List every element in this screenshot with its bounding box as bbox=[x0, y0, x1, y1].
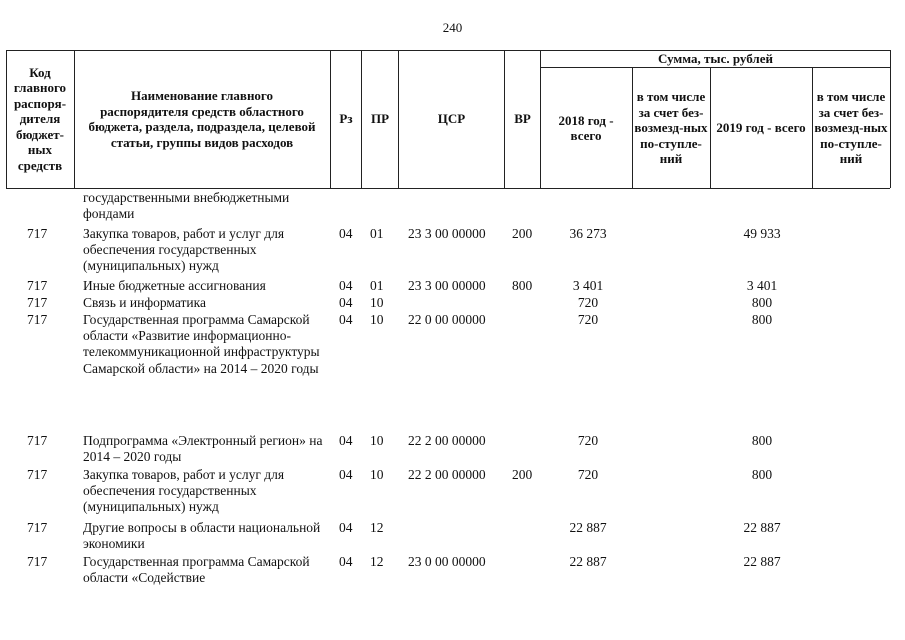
row-pr: 01 bbox=[370, 278, 384, 293]
row-pr: 12 bbox=[370, 554, 384, 569]
row-sum-2018: 720 bbox=[577, 433, 599, 448]
row-rz: 04 bbox=[339, 520, 353, 535]
row-pr: 10 bbox=[370, 295, 384, 310]
row-vr: 200 bbox=[512, 226, 533, 241]
row-code: 717 bbox=[27, 520, 48, 535]
row-csr: 22 2 00 00000 bbox=[408, 467, 486, 482]
row-csr: 23 3 00 00000 bbox=[408, 226, 486, 241]
row-code: 717 bbox=[27, 226, 48, 241]
row-name: Государственная программа Самарской области «Развитие информационно-телекоммуникационной инфраструктуры Самарской области» на 2014 – 2020 годы bbox=[83, 312, 320, 376]
col-rule bbox=[632, 67, 633, 188]
col-rule bbox=[890, 50, 891, 188]
row-name: Связь и информатика bbox=[83, 295, 206, 310]
header-vr: ВР bbox=[514, 111, 531, 127]
row-sum-2019: 22 887 bbox=[743, 554, 781, 569]
row-name: Другие вопросы в области национальной экономики bbox=[83, 520, 321, 552]
row-vr: 800 bbox=[512, 278, 533, 293]
row-sum-2018: 22 887 bbox=[569, 520, 607, 535]
header-sum-group: Сумма, тыс. рублей bbox=[658, 50, 773, 66]
row-code: 717 bbox=[27, 312, 48, 327]
row-sum-2018: 22 887 bbox=[569, 554, 607, 569]
row-pr: 10 bbox=[370, 312, 384, 327]
header-2019-total: 2019 год - всего bbox=[716, 120, 806, 136]
row-pr: 10 bbox=[370, 433, 384, 448]
row-rz: 04 bbox=[339, 433, 353, 448]
row-sum-2018: 3 401 bbox=[572, 278, 604, 293]
row-name: Подпрограмма «Электронный регион» на 2014 – 2020 годы bbox=[83, 433, 323, 465]
row-csr: 22 0 00 00000 bbox=[408, 312, 486, 327]
row-rz: 04 bbox=[339, 554, 353, 569]
row-sum-2019: 800 bbox=[751, 467, 773, 482]
row-csr: 23 0 00 00000 bbox=[408, 554, 486, 569]
row-pr: 01 bbox=[370, 226, 384, 241]
row-code: 717 bbox=[27, 278, 48, 293]
row-name: Закупка товаров, работ и услуг для обеспечения государственных (муниципальных) нужд bbox=[83, 226, 285, 274]
header-code: Код главного распоря-дителя бюджет-ных средств bbox=[13, 64, 67, 173]
row-sum-2018: 36 273 bbox=[569, 226, 607, 241]
row-code: 717 bbox=[27, 554, 48, 569]
row-rz: 04 bbox=[339, 295, 353, 310]
header-rz: Рз bbox=[339, 111, 353, 127]
row-sum-2019: 800 bbox=[751, 295, 773, 310]
row-sum-2019: 800 bbox=[751, 433, 773, 448]
row-vr: 200 bbox=[512, 467, 533, 482]
row-rz: 04 bbox=[339, 278, 353, 293]
header-pr: ПР bbox=[370, 111, 390, 127]
row-name: Закупка товаров, работ и услуг для обеспечения государственных (муниципальных) нужд bbox=[83, 467, 285, 515]
row-rz: 04 bbox=[339, 226, 353, 241]
row-pr: 10 bbox=[370, 467, 384, 482]
header-csr: ЦСР bbox=[437, 111, 466, 127]
col-rule bbox=[540, 50, 541, 188]
row-sum-2018: 720 bbox=[577, 295, 599, 310]
row-csr: 23 3 00 00000 bbox=[408, 278, 486, 293]
row-sum-2018: 720 bbox=[577, 312, 599, 327]
row-name: государственными внебюджетными фондами bbox=[83, 190, 290, 222]
row-code: 717 bbox=[27, 295, 48, 310]
row-name: Государственная программа Самарской области «Содействие bbox=[83, 554, 310, 586]
row-sum-2019: 49 933 bbox=[743, 226, 781, 241]
row-code: 717 bbox=[27, 433, 48, 448]
row-rz: 04 bbox=[339, 312, 353, 327]
header-2019-free: в том числе за счет без-возмезд-ных по-ступле-ний bbox=[814, 89, 888, 167]
table-header bbox=[0, 0, 905, 190]
row-sum-2019: 800 bbox=[751, 312, 773, 327]
header-name: Наименование главного распорядителя средств областного бюджета, раздела, подраздела, целевой статьи, группы видов расходов bbox=[88, 88, 316, 150]
header-2018-free: в том числе за счет без-возмезд-ных по-ступле-ний bbox=[634, 89, 708, 167]
row-code: 717 bbox=[27, 467, 48, 482]
row-sum-2019: 22 887 bbox=[743, 520, 781, 535]
header-2018-total: 2018 год - всего bbox=[558, 112, 614, 143]
col-rule bbox=[812, 67, 813, 188]
page-number: 240 bbox=[442, 20, 463, 35]
header-bottom-rule bbox=[6, 188, 890, 189]
col-rule bbox=[74, 50, 75, 188]
col-rule bbox=[6, 50, 7, 188]
col-rule bbox=[710, 67, 711, 188]
row-csr: 22 2 00 00000 bbox=[408, 433, 486, 448]
row-sum-2019: 3 401 bbox=[746, 278, 778, 293]
row-pr: 12 bbox=[370, 520, 384, 535]
row-rz: 04 bbox=[339, 467, 353, 482]
row-sum-2018: 720 bbox=[577, 467, 599, 482]
row-name: Иные бюджетные ассигнования bbox=[83, 278, 266, 293]
